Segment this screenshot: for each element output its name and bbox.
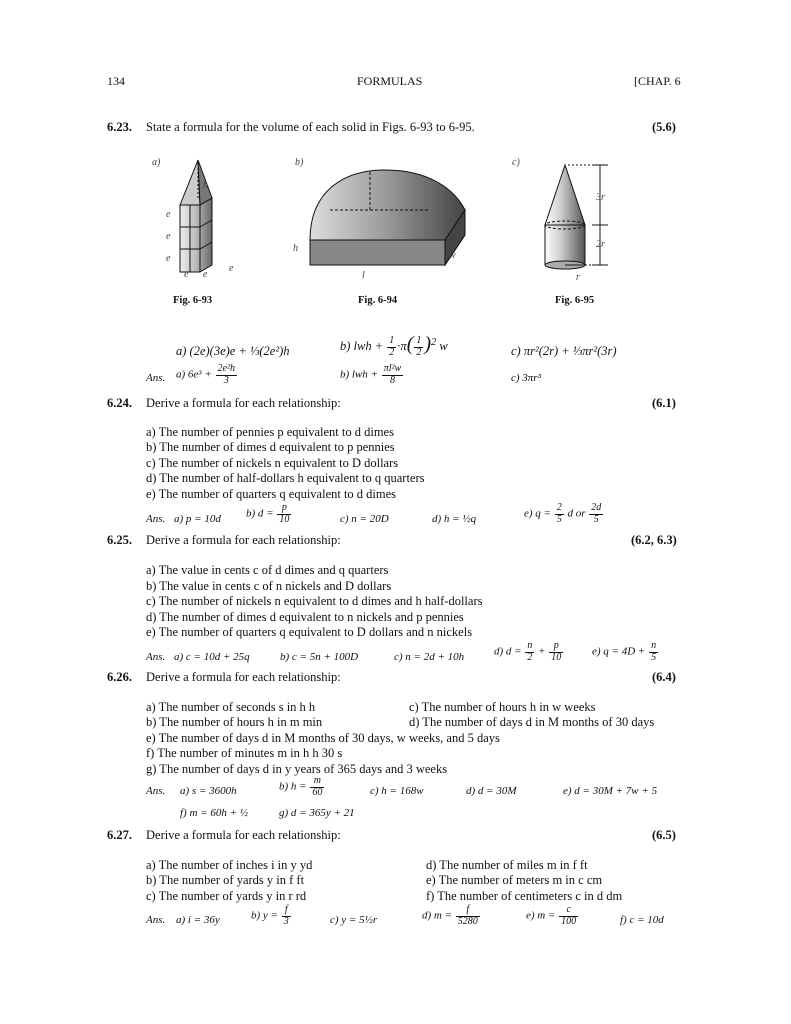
figure-c-letter: c)	[512, 157, 520, 168]
half-cylinder-box-figure	[310, 170, 465, 265]
list-item: f) The number of centimeters c in d dm	[426, 889, 623, 903]
height-label: h	[203, 180, 208, 191]
page-number: 134	[107, 74, 125, 88]
answer-c: c) n = 20D	[340, 513, 389, 525]
list-item: d) The number of days d in M months of 30 days	[409, 715, 655, 729]
answer-b: b) h = $\frac{m}{60}$	[279, 775, 323, 798]
cone-cylinder-figure	[545, 165, 608, 269]
list-item: e) The number of quarters q equivalent to d dimes	[146, 487, 397, 501]
problem-statement: Derive a formula for each relationship:	[146, 396, 341, 410]
edge-label: e	[166, 209, 171, 220]
answer-d: d) m = $\frac{f}{5280}$	[422, 904, 478, 927]
answer-label: Ans.	[146, 513, 166, 525]
section-reference: (6.2, 6.3)	[631, 533, 677, 547]
list-item: c) The number of hours h in w weeks	[409, 700, 596, 714]
answer-b: b) d = $\frac{p}{10}$	[246, 502, 290, 525]
list-item: a) The number of pennies p equivalent to d dimes	[146, 425, 394, 439]
figure-b-letter: b)	[295, 157, 304, 168]
formula-a: a) (2e)(3e)e + ⅓(2e²)h	[176, 344, 290, 358]
figure-caption: Fig. 6-93	[173, 295, 213, 306]
list-item: a) The number of seconds s in h h	[146, 700, 316, 714]
figure-a-letter: a)	[152, 157, 161, 168]
answer-d: d) d = 30M	[466, 785, 517, 797]
section-reference: (6.4)	[652, 670, 676, 684]
width-label: w	[449, 250, 456, 261]
list-item: f) The number of minutes m in h h 30 s	[146, 746, 343, 760]
formula-c: c) πr²(2r) + ⅓πr²(3r)	[511, 344, 617, 358]
list-item: c) The number of yards y in r rd	[146, 889, 307, 903]
list-item: d) The number of half-dollars h equivalent to q quarters	[146, 471, 425, 485]
problem-number: 6.23.	[107, 120, 132, 134]
edge-label: e	[166, 253, 171, 264]
answer-a: a) 6e³ + $\frac{\text{2e²h}}{3}$	[176, 363, 235, 386]
cylinder-height-label: 2r	[596, 239, 605, 250]
figure-caption: Fig. 6-95	[555, 295, 595, 306]
answer-f: f) c = 10d	[620, 914, 664, 926]
answer-e: e) d = 30M + 7w + 5	[563, 785, 658, 797]
section-reference: (6.5)	[652, 828, 676, 842]
height-label: h	[293, 243, 298, 254]
list-item: c) The number of nickels n equivalent to d dimes and h half-dollars	[146, 594, 483, 608]
answer-e: e) q = 4D + $\frac{n}{5}$	[592, 640, 657, 663]
list-item: d) The number of dimes d equivalent to n nickels and p pennies	[146, 610, 464, 624]
list-item: c) The number of nickels n equivalent to D dollars	[146, 456, 399, 470]
answer-c: c) y = 5½r	[330, 914, 378, 926]
prism-pyramid-figure	[180, 160, 212, 272]
edge-label: e	[203, 269, 208, 280]
answer-c: c) h = 168w	[370, 785, 424, 797]
answer-f: f) m = 60h + ½	[180, 807, 249, 819]
edge-label: e	[166, 231, 171, 242]
list-item: b) The number of dimes d equivalent to p pennies	[146, 440, 395, 454]
answer-d: d) h = ½q	[432, 513, 477, 525]
problem-statement: Derive a formula for each relationship:	[146, 670, 341, 684]
formula-b: b) lwh + $\frac{1}{2}$ ·π( $\frac{1}{2}$ )$^2$ w	[340, 333, 448, 358]
list-item: b) The number of yards y in f ft	[146, 873, 305, 887]
list-item: a) The number of inches i in y yd	[146, 858, 313, 872]
list-item: b) The value in cents c of n nickels and D dollars	[146, 579, 392, 593]
answer-label: Ans.	[146, 651, 166, 663]
answer-e: e) q = $\frac{2}{5}$ d or $\frac{2d}{5}$	[524, 502, 602, 525]
answer-c: c) n = 2d + 10h	[394, 651, 465, 663]
edge-label: e	[229, 263, 234, 274]
problem-number: 6.24.	[107, 396, 132, 410]
solids-figures	[140, 150, 700, 300]
answer-a: a) s = 3600h	[180, 785, 237, 797]
answer-d: d) d = $\frac{n}{2}$ + $\frac{p}{10}$	[494, 640, 562, 663]
answer-a: a) p = 10d	[174, 513, 221, 525]
answer-b: b) c = 5n + 100D	[280, 651, 359, 663]
edge-label: e	[184, 269, 189, 280]
answer-b: b) y = $\frac{f}{3}$	[251, 904, 289, 927]
list-item: b) The number of hours h in m min	[146, 715, 323, 729]
problem-statement: State a formula for the volume of each solid in Figs. 6-93 to 6-95.	[146, 120, 475, 134]
list-item: g) The number of days d in y years of 365 days and 3 weeks	[146, 762, 448, 776]
radius-label: r	[576, 272, 580, 283]
answer-label: Ans.	[146, 372, 166, 384]
problem-number: 6.25.	[107, 533, 132, 547]
length-label: l	[362, 270, 365, 281]
answer-a: a) i = 36y	[176, 914, 220, 926]
answer-g: g) d = 365y + 21	[279, 807, 355, 819]
answer-e: e) m = $\frac{c}{100}$	[526, 904, 577, 927]
answer-c: c) 3πr³	[511, 372, 541, 384]
answer-b: b) lwh + $\frac{\text{πl²w}}{8}$	[340, 363, 402, 386]
list-item: e) The number of days d in M months of 30 days, w weeks, and 5 days	[146, 731, 500, 745]
cone-height-label: 3r	[596, 192, 605, 203]
problem-number: 6.26.	[107, 670, 132, 684]
problem-statement: Derive a formula for each relationship:	[146, 533, 341, 547]
problem-statement: Derive a formula for each relationship:	[146, 828, 341, 842]
section-reference: (6.1)	[652, 396, 676, 410]
answer-a: a) c = 10d + 25q	[174, 651, 250, 663]
section-reference: (5.6)	[652, 120, 676, 134]
list-item: a) The value in cents c of d dimes and q quarters	[146, 563, 389, 577]
list-item: e) The number of quarters q equivalent to D dollars and n nickels	[146, 625, 473, 639]
running-title: FORMULAS	[357, 74, 423, 88]
problem-number: 6.27.	[107, 828, 132, 842]
answer-label: Ans.	[146, 785, 166, 797]
figure-caption: Fig. 6-94	[358, 295, 398, 306]
list-item: e) The number of meters m in c cm	[426, 873, 603, 887]
list-item: d) The number of miles m in f ft	[426, 858, 588, 872]
answer-label: Ans.	[146, 914, 166, 926]
chapter-label: [CHAP. 6	[634, 74, 681, 88]
